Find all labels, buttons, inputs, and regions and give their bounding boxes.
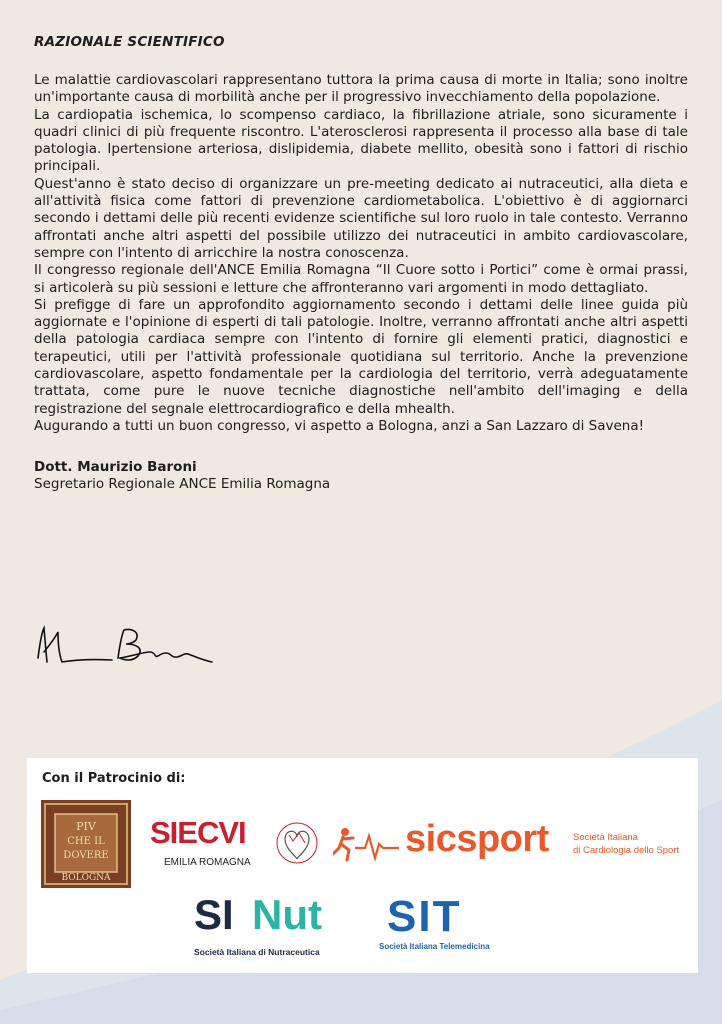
section-heading: RAZIONALE SCIENTIFICO	[34, 34, 225, 50]
sinut-name-a: SI	[194, 891, 234, 938]
sit-name: SIT	[387, 892, 462, 941]
crest-motto-mid: CHE IL	[67, 836, 105, 847]
sinut-tagline: Società Italiana di Nutraceutica	[194, 947, 320, 957]
sit-logo	[373, 894, 509, 956]
sinut-name-b: Nut	[252, 891, 322, 938]
paragraph: Si prefigge di fare un approfondito aggiornamento secondo i dettami delle linee guida più aggiornate e l'opinione di esperti di tali patologie. Inoltre, verranno affrontati anche altri aspetti della patologia cardiaca sempre con l'intento di fornire gli elementi pratici, diagnostici e terapeutici, utili per l'attività professionale quotidiana sul territorio. Anche la prevenzione cardiovascolare, aspetto fondamentale per la cardiologia del territorio, verrà adeguatamente trattata, come pure le nuove tecniche diagnostiche nell'ambito dell'imaging e della registrazione del segnale elettrocardiografico e della mhealth.	[34, 296, 688, 417]
author-role: Segretario Regionale ANCE Emilia Romagna	[34, 476, 331, 493]
sicsport-logo	[333, 820, 693, 868]
patronage-title: Con il Patrocinio di:	[42, 771, 186, 786]
paragraph: Augurando a tutti un buon congresso, vi aspetto a Bologna, anzi a San Lazzaro di Savena!	[34, 417, 645, 434]
bologna-crest-logo	[41, 800, 131, 888]
handwritten-signature	[32, 622, 222, 670]
paragraph: La cardiopatia ischemica, lo scompenso cardiaco, la fibrillazione atriale, sono sicuramente i quadri clinici di più frequente riscontro. L'aterosclerosi rappresenta il processo alla base di tale patologia. Ipertensione arteriosa, dislipidemia, diabete mellito, obesità sono i fattori di rischio principali.	[34, 106, 688, 175]
sit-tagline: Società Italiana Telemedicina	[379, 942, 490, 951]
sinut-logo	[192, 885, 360, 961]
sicsport-tagline-1: Società Italiana	[573, 832, 638, 843]
paragraph: Il congresso regionale dell'ANCE Emilia Romagna “Il Cuore sotto i Portici” come è ormai prassi, si articolerà su più sessioni e letture che affronteranno vari argomenti in modo dettagliato.	[34, 262, 688, 296]
siecvi-name: SIECVI	[150, 815, 246, 850]
paragraph: Quest'anno è stato deciso di organizzare un pre-meeting dedicato ai nutraceutici, alla dieta e all'attività fisica come fattori di prevenzione cardiometabolica. L'obiettivo è di aggiornarci secondo i dettami delle più recenti evidenze scientifiche sul loro ruolo in tale contesto. Verranno affrontati anche altri aspetti del possibile utilizzo dei nutraceutici in ambito cardiovascolare, sempre con l'intento di arricchire la nostra conoscenza.	[34, 175, 688, 261]
runner-heartbeat-icon	[333, 824, 403, 862]
siecvi-logo	[150, 813, 320, 875]
paragraph: Le malattie cardiovascolari rappresentano tuttora la prima causa di morte in Italia; sono inoltre un'importante causa di morbilità anche per il progressivo invecchiamento della popolazione.	[34, 72, 688, 106]
author-name: Dott. Maurizio Baroni	[34, 459, 197, 476]
crest-motto-top: PIV	[76, 820, 96, 833]
siecvi-subtitle: EMILIA ROMAGNA	[164, 857, 251, 868]
heart-drawing-icon	[275, 817, 319, 867]
crest-motto-low: DOVERE	[63, 850, 109, 861]
sicsport-name: sicsport	[405, 818, 549, 860]
crest-city: BOLOGNA	[61, 873, 111, 883]
document-body	[34, 34, 688, 492]
patronage-box	[27, 758, 698, 973]
sicsport-tagline-2: di Cardiologia dello Sport	[573, 845, 680, 856]
